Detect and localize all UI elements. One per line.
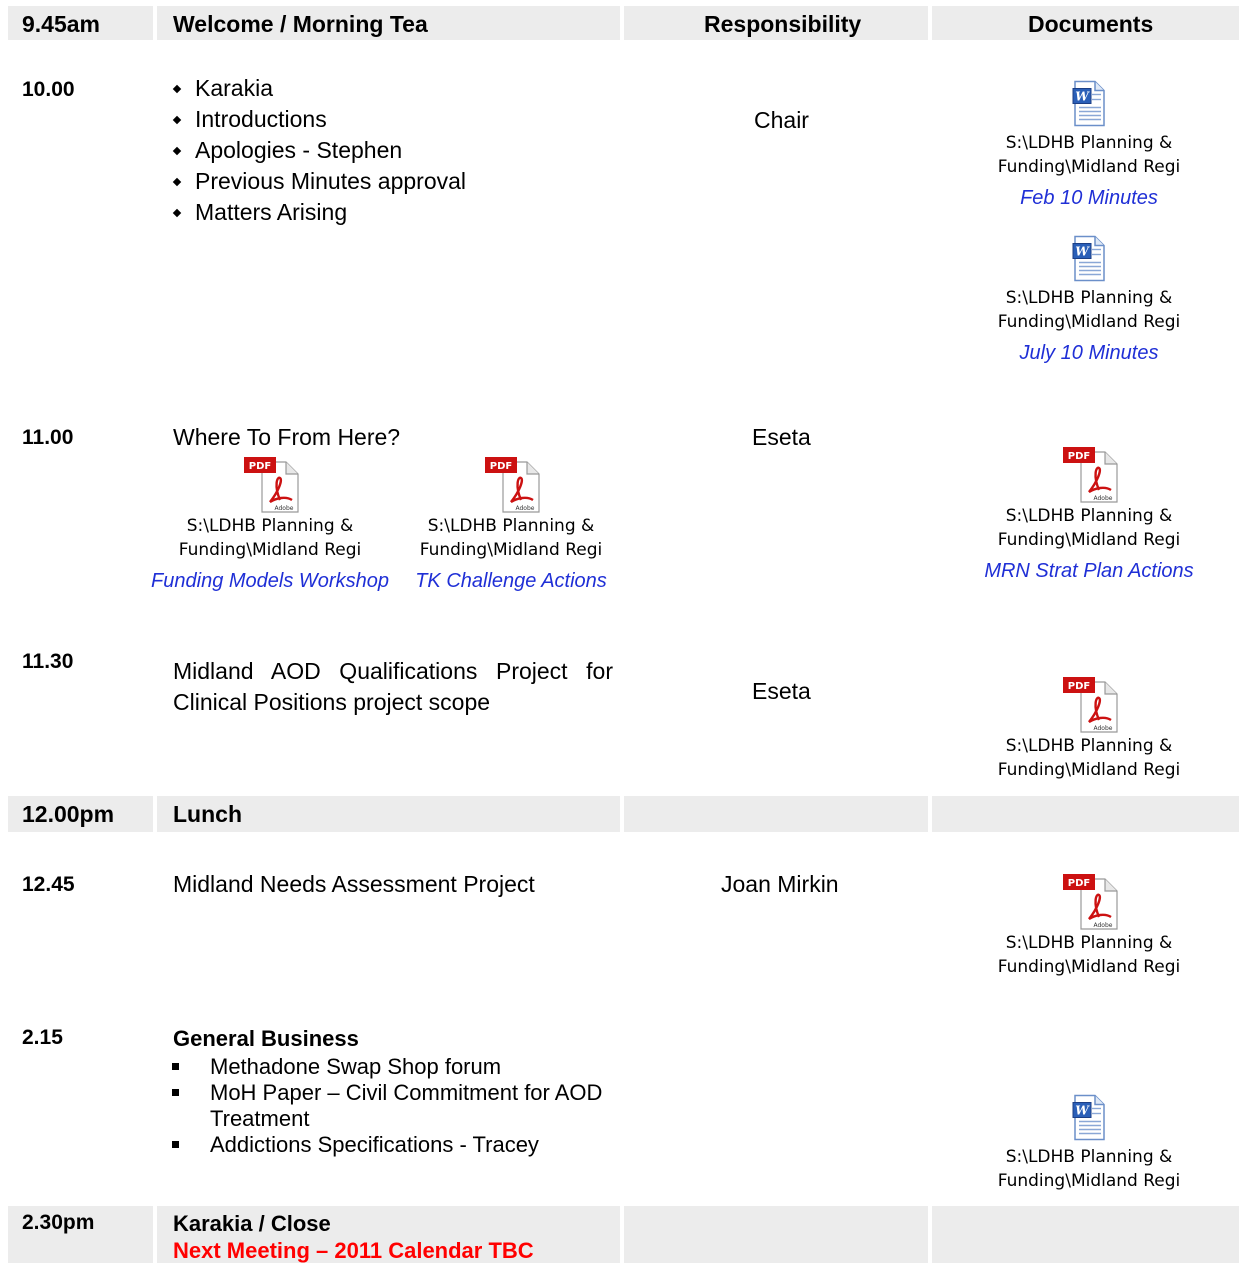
document-path: S:\LDHB Planning & Funding\Midland Regi — [997, 933, 1181, 977]
word-doc-icon[interactable] — [1072, 1090, 1106, 1145]
document-path: S:\LDHB Planning & Funding\Midland Regi — [997, 133, 1181, 177]
list-item: Apologies - Stephen — [165, 135, 466, 166]
time-slot: 12.45 — [22, 873, 75, 896]
list-item: MoH Paper – Civil Commitment for AOD Treatment — [164, 1080, 624, 1132]
pdf-doc-icon[interactable] — [1059, 446, 1119, 504]
document-attachment[interactable] — [969, 676, 1209, 782]
column-divider — [620, 6, 624, 40]
list-item: Addictions Specifications - Tracey — [164, 1132, 624, 1158]
word-doc-icon[interactable] — [1072, 76, 1106, 131]
responsibility: Joan Mirkin — [721, 871, 839, 897]
document-path: S:\LDHB Planning & Funding\Midland Regi — [997, 506, 1181, 550]
time-slot: 12.00pm — [22, 801, 115, 827]
list-item: Matters Arising — [165, 197, 466, 228]
document-link[interactable]: MRN Strat Plan Actions — [984, 560, 1194, 582]
column-divider — [153, 1206, 157, 1263]
general-business-list — [164, 1054, 624, 1158]
time-slot: 11.00 — [22, 426, 74, 449]
document-path: S:\LDHB Planning & Funding\Midland Regi — [997, 1147, 1181, 1191]
agenda-bullet-list — [165, 73, 466, 228]
document-attachment[interactable] — [969, 446, 1209, 583]
pdf-doc-icon[interactable] — [481, 456, 541, 514]
agenda-item: Lunch — [173, 801, 242, 827]
pdf-doc-icon[interactable] — [1059, 676, 1119, 734]
document-link[interactable]: TK Challenge Actions — [415, 570, 607, 592]
document-path: S:\LDHB Planning & Funding\Midland Regi — [997, 288, 1181, 332]
time-slot: 2.15 — [22, 1026, 63, 1049]
document-attachment[interactable] — [391, 456, 631, 593]
document-attachment[interactable] — [150, 456, 390, 593]
column-divider — [620, 1206, 624, 1263]
document-path: S:\LDHB Planning & Funding\Midland Regi — [178, 516, 362, 560]
section-heading: General Business — [173, 1026, 359, 1051]
column-divider — [153, 796, 157, 832]
agenda-item — [173, 656, 613, 718]
document-path: S:\LDHB Planning & Funding\Midland Regi — [997, 736, 1181, 780]
column-divider — [928, 1206, 932, 1263]
document-link[interactable]: Feb 10 Minutes — [1020, 187, 1158, 209]
responsibility: Eseta — [752, 424, 811, 450]
pdf-doc-icon[interactable] — [240, 456, 300, 514]
document-attachment[interactable] — [969, 231, 1209, 365]
pdf-doc-icon[interactable] — [1059, 873, 1119, 931]
column-divider — [153, 6, 157, 40]
document-attachment[interactable] — [969, 76, 1209, 210]
document-attachment[interactable] — [969, 1090, 1209, 1193]
agenda-item-line: Clinical Positions project scope — [173, 689, 491, 715]
time-slot: 10.00 — [22, 78, 75, 101]
header-time: 9.45am — [22, 11, 101, 37]
document-path: S:\LDHB Planning & Funding\Midland Regi — [419, 516, 603, 560]
list-item: Methadone Swap Shop forum — [164, 1054, 624, 1080]
document-link[interactable]: Funding Models Workshop — [151, 570, 389, 592]
document-link[interactable]: July 10 Minutes — [1019, 342, 1159, 364]
column-divider — [928, 6, 932, 40]
agenda-item: Midland Needs Assessment Project — [173, 871, 535, 897]
time-slot: 2.30pm — [22, 1211, 95, 1234]
agenda-item-line: Midland AOD Qualifications Project for — [173, 658, 613, 684]
agenda-item: Karakia / Close — [173, 1211, 331, 1236]
header-documents: Documents — [1028, 11, 1154, 37]
responsibility: Chair — [754, 107, 809, 133]
responsibility: Eseta — [752, 678, 811, 704]
list-item: Previous Minutes approval — [165, 166, 466, 197]
list-item: Karakia — [165, 73, 466, 104]
header-item: Welcome / Morning Tea — [173, 11, 428, 37]
header-responsibility: Responsibility — [704, 11, 862, 37]
column-divider — [620, 796, 624, 832]
agenda-item: Where To From Here? — [173, 424, 401, 450]
column-divider — [928, 796, 932, 832]
list-item: Introductions — [165, 104, 466, 135]
time-slot: 11.30 — [22, 650, 74, 673]
document-attachment[interactable] — [969, 873, 1209, 979]
next-meeting-note: Next Meeting – 2011 Calendar TBC — [173, 1238, 534, 1263]
word-doc-icon[interactable] — [1072, 231, 1106, 286]
